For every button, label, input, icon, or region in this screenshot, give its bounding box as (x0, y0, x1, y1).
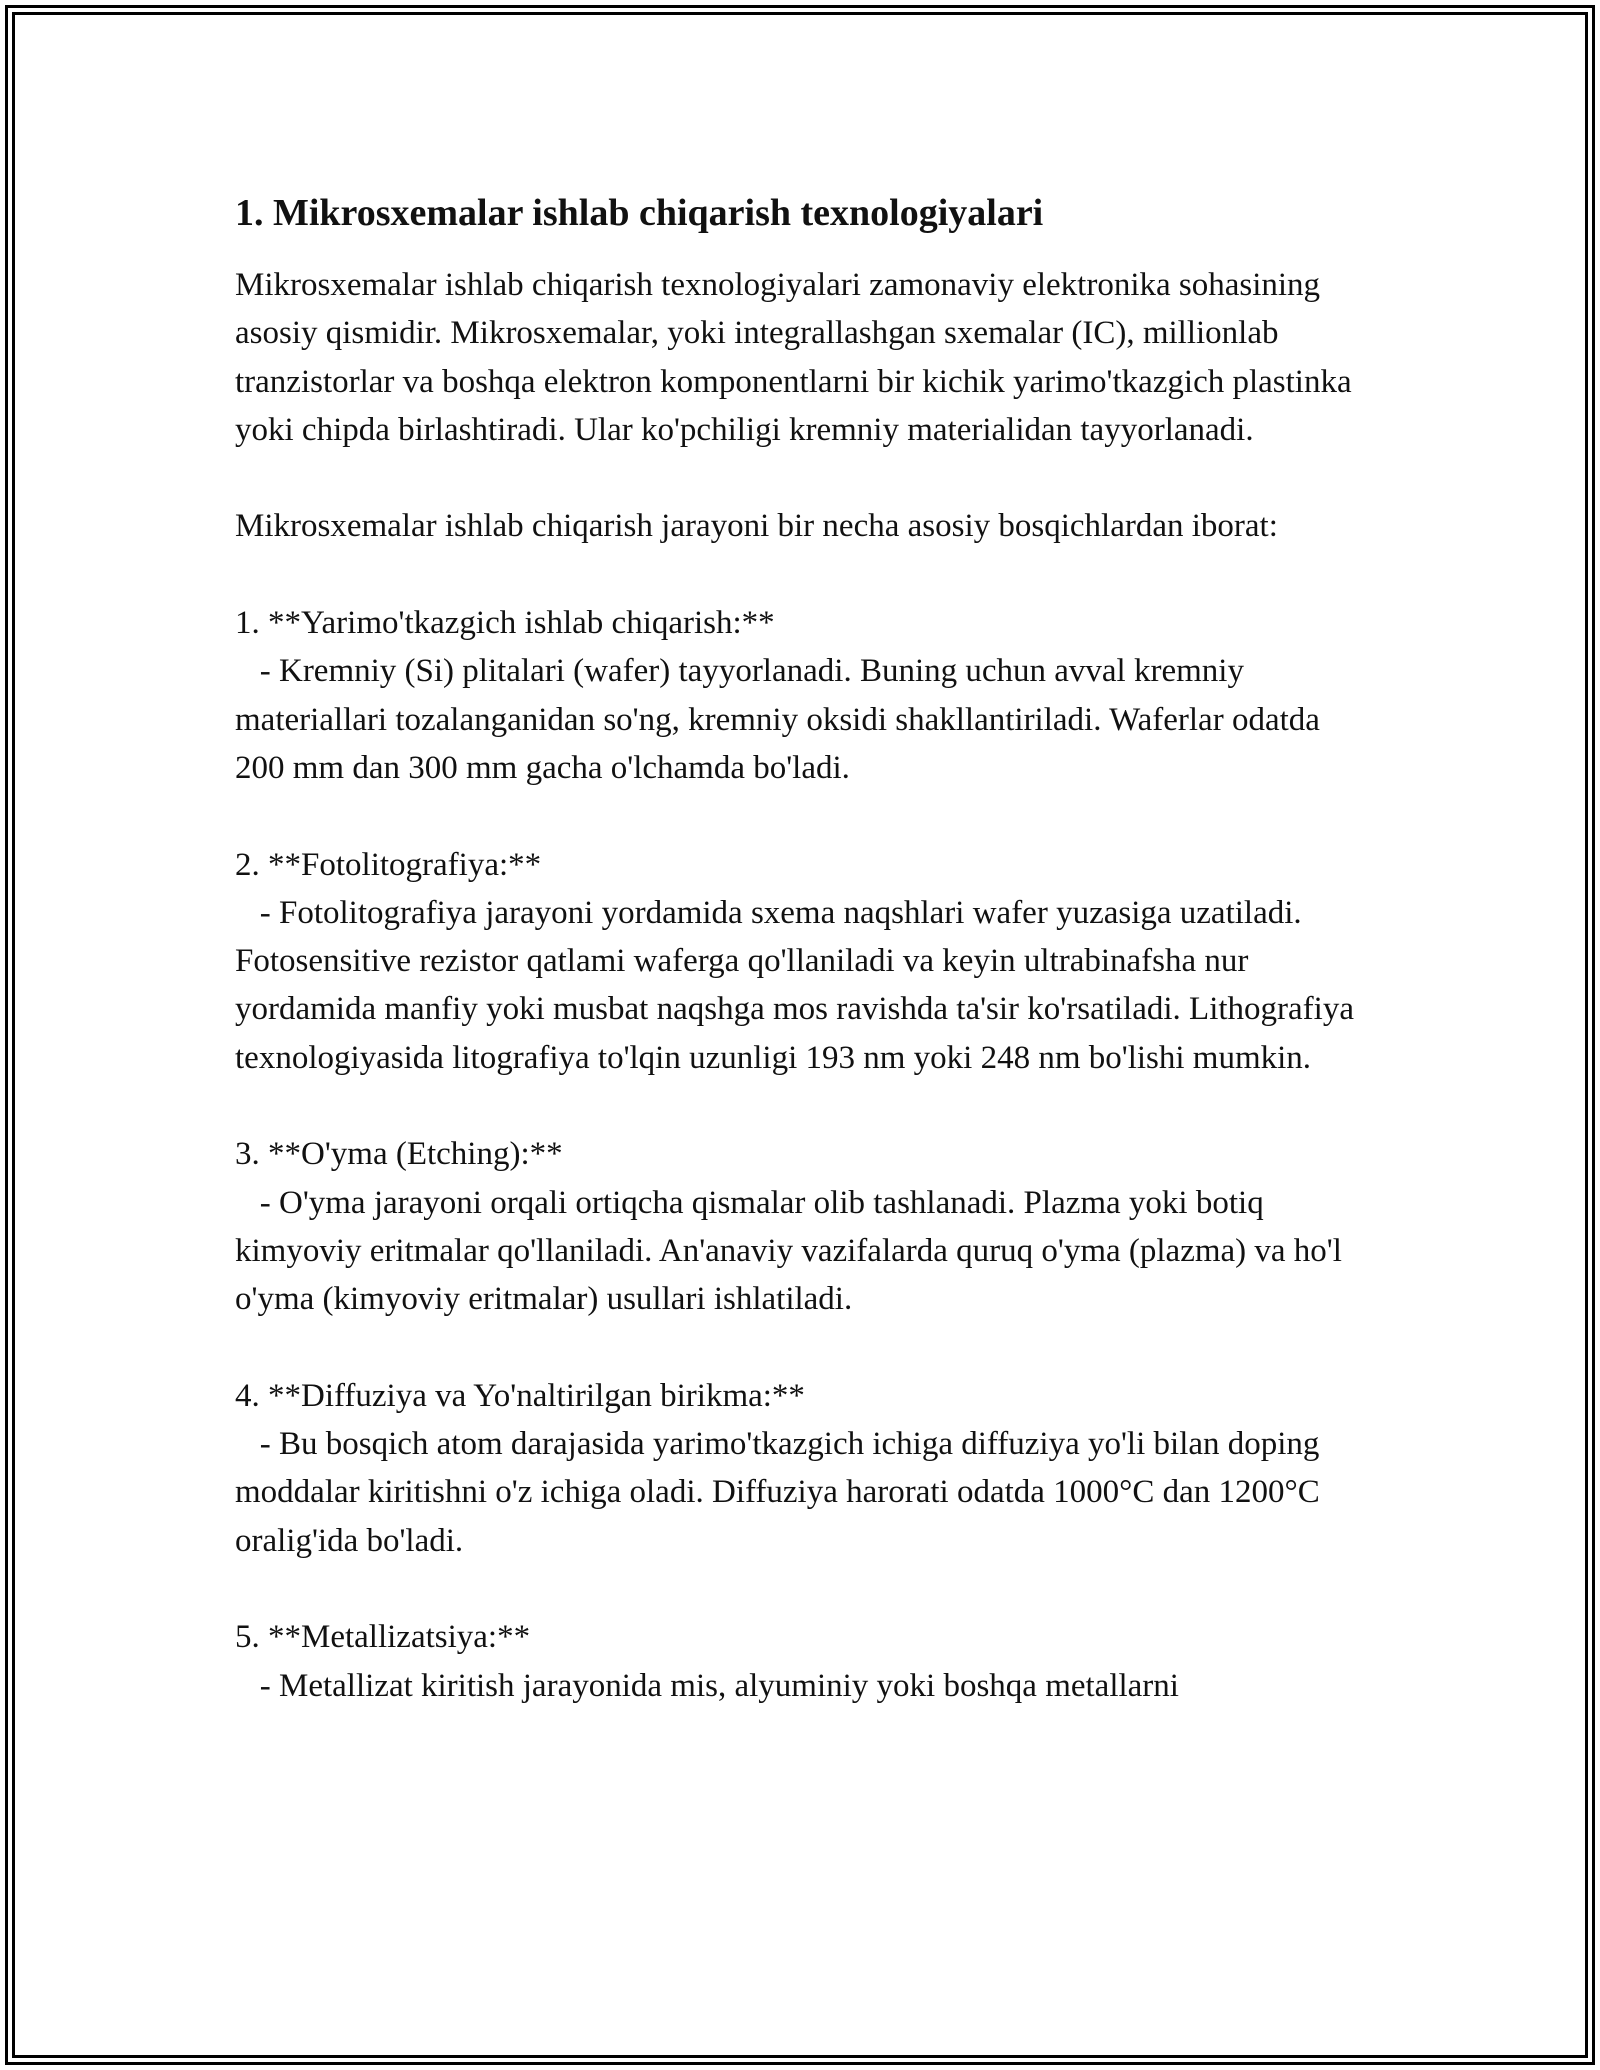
step-description: - Kremniy (Si) plitalari (wafer) tayyorlanadi. Buning uchun avval kremniy materiallari tozalanganidan so'ng, kremniy oksidi shakllantiriladi. Waferlar odatda 200 mm dan 300 mm gacha o'lchamda bo'ladi. (235, 653, 1329, 786)
step-section-5 (235, 1613, 1375, 1710)
paragraph-spacer (235, 454, 1375, 502)
step-description: - O'yma jarayoni orqali ortiqcha qismalar olib tashlanadi. Plazma yoki botiq kimyoviy eritmalar qo'llaniladi. An'anaviy vazifalarda quruq o'yma (plazma) va ho'l o'yma (kimyoviy eritmalar) usullari ishlatiladi. (235, 1184, 1351, 1318)
paragraph-spacer (235, 1324, 1375, 1372)
document-title: 1. Mikrosxemalar ishlab chiqarish texnologiyalari (235, 192, 1044, 234)
step-description: - Bu bosqich atom darajasida yarimo'tkazgich ichiga diffuziya yo'li bilan doping moddalar kiritishni o'z ichiga oladi. Diffuziya harorati odatda 1000°C dan 1200°C oralig'ida bo'ladi. (235, 1426, 1328, 1559)
process-intro-paragraph: Mikrosxemalar ishlab chiqarish jarayoni bir necha asosiy bosqichlardan iborat: (235, 508, 1278, 545)
step-heading: 3. **O'yma (Etching):** (235, 1136, 563, 1173)
step-section-1 (235, 599, 1375, 792)
paragraph-spacer (235, 1082, 1375, 1130)
step-heading: 1. **Yarimo'tkazgich ishlab chiqarish:** (235, 605, 775, 642)
paragraph-spacer (235, 551, 1375, 599)
step-heading: 4. **Diffuziya va Yo'naltirilgan birikma:** (235, 1377, 805, 1414)
step-section-4 (235, 1372, 1375, 1565)
document-body (235, 185, 1375, 1710)
step-heading: 2. **Fotolitografiya:** (235, 846, 542, 883)
paragraph-spacer (235, 792, 1375, 840)
step-description: - Fotolitografiya jarayoni yordamida sxema naqshlari wafer yuzasiga uzatiladi. Fotosensitive rezistor qatlami waferga qo'llaniladi va keyin ultrabinafsha nur yordamida manfiy yoki musbat naqshga mos ravishda ta'sir ko'rsatiladi. Lithografiya texnologiyasida litografiya to'lqin uzunligi 193 nm yoki 248 nm bo'lishi mumkin. (235, 894, 1363, 1076)
paragraph-spacer (235, 1565, 1375, 1613)
intro-paragraph: Mikrosxemalar ishlab chiqarish texnologiyalari zamonaviy elektronika sohasining asosiy qismidir. Mikrosxemalar, yoki integrallashgan sxemalar (IC), millionlab tranzistorlar va boshqa elektron komponentlarni bir kichik yarimo'tkazgich plastinka yoki chipda birlashtiradi. Ular ko'pchiligi kremniy materialidan tayyorlanadi. (235, 267, 1360, 448)
step-section-3 (235, 1130, 1375, 1323)
step-description: - Metallizat kiritish jarayonida mis, alyuminiy yoki boshqa metallarni (235, 1667, 1179, 1704)
step-heading: 5. **Metallizatsiya:** (235, 1619, 531, 1656)
step-section-2 (235, 841, 1375, 1082)
